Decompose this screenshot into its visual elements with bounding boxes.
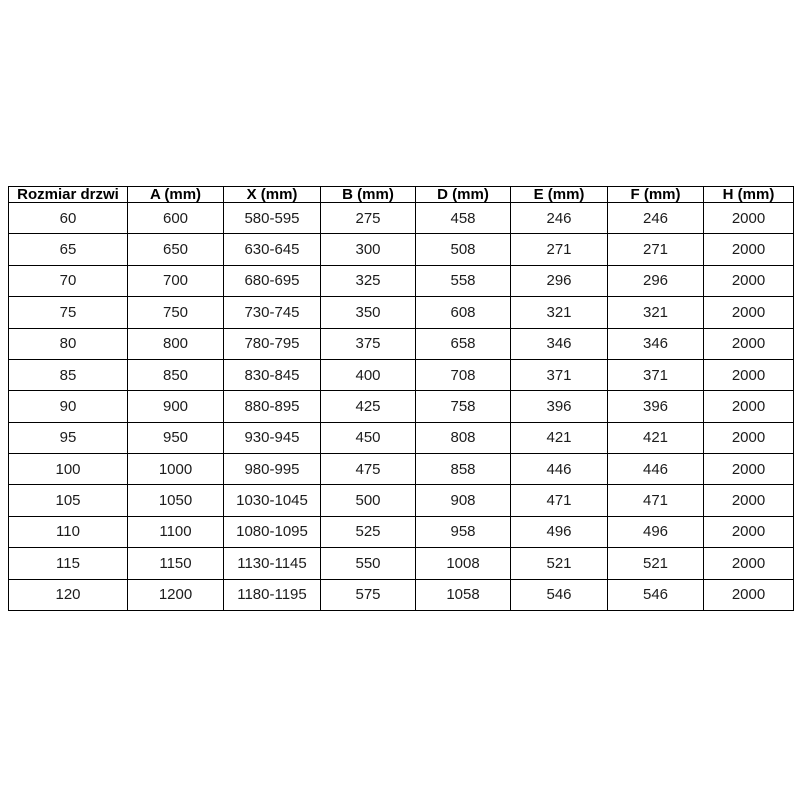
table-cell: 471 xyxy=(608,485,704,516)
table-row xyxy=(9,579,794,611)
table-cell: 471 xyxy=(511,485,608,516)
table-cell: 1008 xyxy=(416,548,511,579)
table-cell: 750 xyxy=(128,297,224,328)
table-cell: 758 xyxy=(416,391,511,422)
table-cell: 2000 xyxy=(704,485,794,516)
column-header: D (mm) xyxy=(416,187,511,203)
table-cell: 321 xyxy=(608,297,704,328)
table-cell: 458 xyxy=(416,203,511,234)
table-cell: 521 xyxy=(511,548,608,579)
column-header: A (mm) xyxy=(128,187,224,203)
table-cell: 90 xyxy=(9,391,128,422)
table-cell: 296 xyxy=(608,265,704,296)
table-cell: 346 xyxy=(511,328,608,359)
table-cell: 1180-1195 xyxy=(224,579,321,611)
column-header: E (mm) xyxy=(511,187,608,203)
table-cell: 371 xyxy=(608,359,704,390)
table-cell: 850 xyxy=(128,359,224,390)
table-cell: 880-895 xyxy=(224,391,321,422)
table-cell: 2000 xyxy=(704,234,794,265)
column-header: F (mm) xyxy=(608,187,704,203)
table-cell: 325 xyxy=(321,265,416,296)
table-cell: 421 xyxy=(608,422,704,453)
column-header: Rozmiar drzwi xyxy=(9,187,128,203)
table-cell: 900 xyxy=(128,391,224,422)
table-cell: 2000 xyxy=(704,265,794,296)
table-cell: 421 xyxy=(511,422,608,453)
table-cell: 1030-1045 xyxy=(224,485,321,516)
table-row xyxy=(9,391,794,422)
table-cell: 446 xyxy=(511,454,608,485)
table-cell: 508 xyxy=(416,234,511,265)
table-cell: 110 xyxy=(9,516,128,547)
table-cell: 780-795 xyxy=(224,328,321,359)
table-cell: 908 xyxy=(416,485,511,516)
table-row xyxy=(9,203,794,234)
table-cell: 500 xyxy=(321,485,416,516)
table-cell: 600 xyxy=(128,203,224,234)
table-cell: 1000 xyxy=(128,454,224,485)
table-cell: 95 xyxy=(9,422,128,453)
table-cell: 120 xyxy=(9,579,128,611)
column-header: B (mm) xyxy=(321,187,416,203)
table-cell: 608 xyxy=(416,297,511,328)
table-cell: 2000 xyxy=(704,297,794,328)
table-cell: 65 xyxy=(9,234,128,265)
table-cell: 70 xyxy=(9,265,128,296)
table-cell: 60 xyxy=(9,203,128,234)
table-cell: 375 xyxy=(321,328,416,359)
table-cell: 496 xyxy=(608,516,704,547)
table-cell: 85 xyxy=(9,359,128,390)
table-cell: 958 xyxy=(416,516,511,547)
column-header: H (mm) xyxy=(704,187,794,203)
table-cell: 558 xyxy=(416,265,511,296)
table-cell: 730-745 xyxy=(224,297,321,328)
table-cell: 2000 xyxy=(704,548,794,579)
table-row xyxy=(9,516,794,547)
table-cell: 275 xyxy=(321,203,416,234)
table-cell: 658 xyxy=(416,328,511,359)
table-cell: 300 xyxy=(321,234,416,265)
table-cell: 521 xyxy=(608,548,704,579)
table-cell: 2000 xyxy=(704,422,794,453)
table-body xyxy=(9,203,794,611)
table-cell: 2000 xyxy=(704,391,794,422)
table-cell: 708 xyxy=(416,359,511,390)
table-cell: 1050 xyxy=(128,485,224,516)
table-cell: 271 xyxy=(608,234,704,265)
table-header-row xyxy=(9,187,794,203)
table-cell: 950 xyxy=(128,422,224,453)
table-cell: 396 xyxy=(511,391,608,422)
table-cell: 525 xyxy=(321,516,416,547)
table-row xyxy=(9,548,794,579)
table-cell: 400 xyxy=(321,359,416,390)
table-cell: 930-945 xyxy=(224,422,321,453)
table-cell: 100 xyxy=(9,454,128,485)
table-cell: 246 xyxy=(511,203,608,234)
table-cell: 246 xyxy=(608,203,704,234)
table-cell: 2000 xyxy=(704,328,794,359)
table-cell: 321 xyxy=(511,297,608,328)
table-row xyxy=(9,485,794,516)
table-cell: 475 xyxy=(321,454,416,485)
column-header: X (mm) xyxy=(224,187,321,203)
table-cell: 1150 xyxy=(128,548,224,579)
table-cell: 80 xyxy=(9,328,128,359)
table-cell: 2000 xyxy=(704,516,794,547)
table-cell: 2000 xyxy=(704,203,794,234)
table-cell: 858 xyxy=(416,454,511,485)
table-cell: 630-645 xyxy=(224,234,321,265)
table-row xyxy=(9,234,794,265)
door-size-table-wrap xyxy=(8,186,794,611)
table-cell: 271 xyxy=(511,234,608,265)
table-cell: 830-845 xyxy=(224,359,321,390)
table-row xyxy=(9,265,794,296)
table-cell: 580-595 xyxy=(224,203,321,234)
table-cell: 546 xyxy=(608,579,704,611)
table-row xyxy=(9,328,794,359)
table-cell: 1130-1145 xyxy=(224,548,321,579)
table-row xyxy=(9,359,794,390)
table-cell: 496 xyxy=(511,516,608,547)
table-cell: 546 xyxy=(511,579,608,611)
table-cell: 2000 xyxy=(704,359,794,390)
table-cell: 371 xyxy=(511,359,608,390)
table-cell: 1080-1095 xyxy=(224,516,321,547)
table-cell: 75 xyxy=(9,297,128,328)
table-cell: 296 xyxy=(511,265,608,296)
table-cell: 1058 xyxy=(416,579,511,611)
table-cell: 808 xyxy=(416,422,511,453)
table-cell: 1100 xyxy=(128,516,224,547)
table-cell: 680-695 xyxy=(224,265,321,296)
table-cell: 115 xyxy=(9,548,128,579)
table-cell: 2000 xyxy=(704,579,794,611)
table-cell: 650 xyxy=(128,234,224,265)
table-cell: 2000 xyxy=(704,454,794,485)
table-cell: 575 xyxy=(321,579,416,611)
table-cell: 105 xyxy=(9,485,128,516)
table-cell: 350 xyxy=(321,297,416,328)
table-cell: 346 xyxy=(608,328,704,359)
table-cell: 396 xyxy=(608,391,704,422)
table-row xyxy=(9,422,794,453)
table-cell: 980-995 xyxy=(224,454,321,485)
table-cell: 425 xyxy=(321,391,416,422)
table-cell: 446 xyxy=(608,454,704,485)
table-row xyxy=(9,297,794,328)
door-size-table xyxy=(8,186,794,611)
table-cell: 550 xyxy=(321,548,416,579)
table-cell: 1200 xyxy=(128,579,224,611)
table-row xyxy=(9,454,794,485)
table-cell: 800 xyxy=(128,328,224,359)
table-cell: 700 xyxy=(128,265,224,296)
table-cell: 450 xyxy=(321,422,416,453)
